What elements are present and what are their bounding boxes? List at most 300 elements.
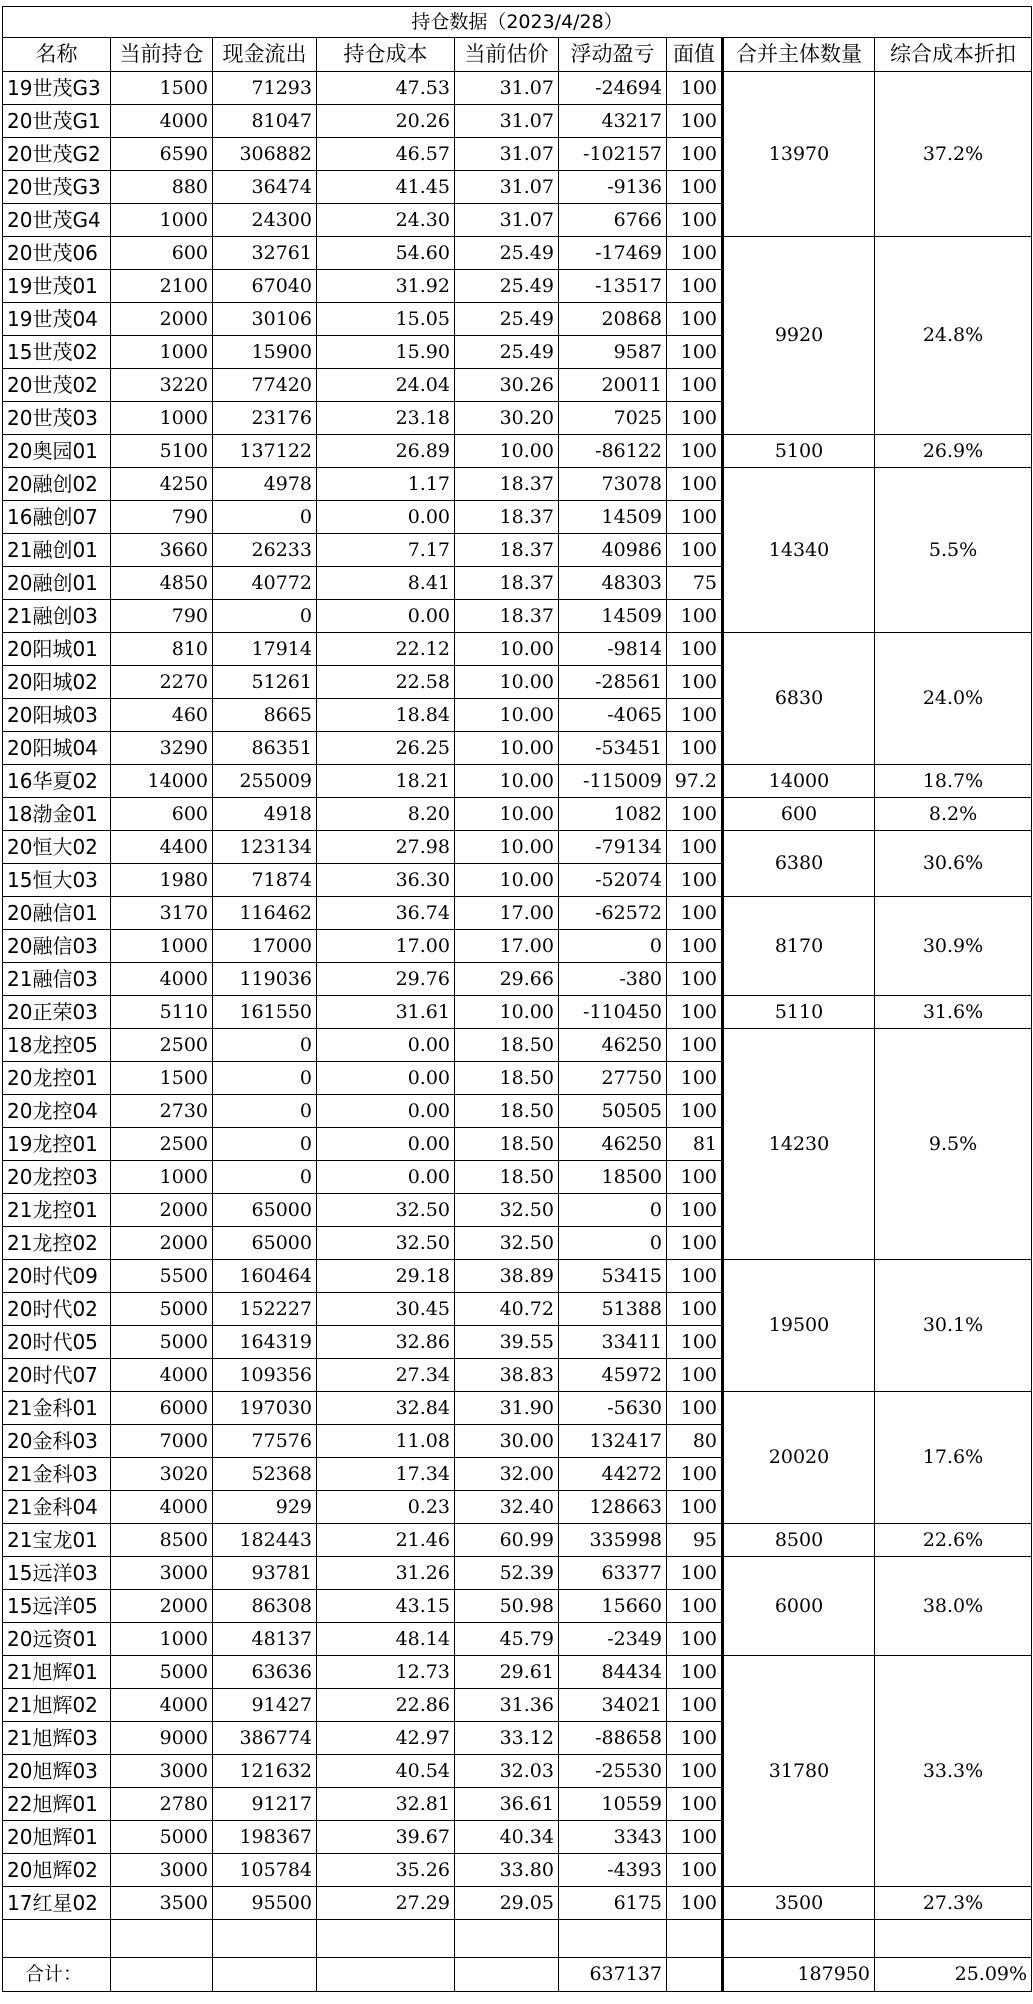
cash-outflow-cell: 86351 xyxy=(213,732,317,765)
current-position-cell: 5000 xyxy=(111,1293,213,1326)
bond-name-cell: 16华夏02 xyxy=(3,765,111,798)
current-valuation-cell: 50.98 xyxy=(455,1590,559,1623)
bond-name-cell: 15恒大03 xyxy=(3,864,111,897)
cash-outflow-cell: 109356 xyxy=(213,1359,317,1392)
face-value-cell: 100 xyxy=(667,1656,723,1689)
floating-pnl-cell: 51388 xyxy=(559,1293,667,1326)
current-valuation-cell: 38.89 xyxy=(455,1260,559,1293)
floating-pnl-cell: 50505 xyxy=(559,1095,667,1128)
holding-cost-cell: 0.00 xyxy=(317,1062,455,1095)
table-row xyxy=(3,1887,1032,1920)
face-value-cell: 100 xyxy=(667,204,723,237)
current-position-cell: 5100 xyxy=(111,435,213,468)
header-cash-outflow: 现金流出 xyxy=(213,38,317,72)
cash-outflow-cell: 91427 xyxy=(213,1689,317,1722)
total-pnl: 637137 xyxy=(559,1958,667,1992)
bond-name-cell: 20世茂G4 xyxy=(3,204,111,237)
face-value-cell: 100 xyxy=(667,732,723,765)
bond-name-cell: 20龙控04 xyxy=(3,1095,111,1128)
current-valuation-cell: 31.07 xyxy=(455,204,559,237)
header-consolidated-qty: 合并主体数量 xyxy=(723,38,875,72)
bond-name-cell: 20金科03 xyxy=(3,1425,111,1458)
bond-name-cell: 22旭辉01 xyxy=(3,1788,111,1821)
current-valuation-cell: 18.50 xyxy=(455,1062,559,1095)
cost-discount-cell: 17.6% xyxy=(875,1392,1032,1524)
consolidated-qty-cell: 5100 xyxy=(723,435,875,468)
face-value-cell: 100 xyxy=(667,435,723,468)
bond-name-cell: 20龙控03 xyxy=(3,1161,111,1194)
cash-outflow-cell: 123134 xyxy=(213,831,317,864)
current-position-cell: 1980 xyxy=(111,864,213,897)
table-row xyxy=(3,996,1032,1029)
current-position-cell: 3000 xyxy=(111,1755,213,1788)
current-valuation-cell: 38.83 xyxy=(455,1359,559,1392)
cash-outflow-cell: 93781 xyxy=(213,1557,317,1590)
face-value-cell: 100 xyxy=(667,303,723,336)
table-row xyxy=(3,765,1032,798)
current-position-cell: 1000 xyxy=(111,1623,213,1656)
current-valuation-cell: 31.90 xyxy=(455,1392,559,1425)
cash-outflow-cell: 48137 xyxy=(213,1623,317,1656)
floating-pnl-cell: 1082 xyxy=(559,798,667,831)
current-position-cell: 5000 xyxy=(111,1821,213,1854)
holding-cost-cell: 0.00 xyxy=(317,501,455,534)
cash-outflow-cell: 30106 xyxy=(213,303,317,336)
current-valuation-cell: 18.37 xyxy=(455,501,559,534)
cost-discount-cell: 30.6% xyxy=(875,831,1032,897)
bond-name-cell: 20正荣03 xyxy=(3,996,111,1029)
floating-pnl-cell: -62572 xyxy=(559,897,667,930)
holding-cost-cell: 36.30 xyxy=(317,864,455,897)
holding-cost-cell: 27.98 xyxy=(317,831,455,864)
consolidated-qty-cell: 6380 xyxy=(723,831,875,897)
cost-discount-cell: 24.0% xyxy=(875,633,1032,765)
current-valuation-cell: 30.26 xyxy=(455,369,559,402)
floating-pnl-cell: 45972 xyxy=(559,1359,667,1392)
current-valuation-cell: 29.61 xyxy=(455,1656,559,1689)
current-position-cell: 2780 xyxy=(111,1788,213,1821)
holding-cost-cell: 32.50 xyxy=(317,1227,455,1260)
current-position-cell: 1000 xyxy=(111,402,213,435)
holding-cost-cell: 0.00 xyxy=(317,1029,455,1062)
current-valuation-cell: 32.03 xyxy=(455,1755,559,1788)
holding-cost-cell: 22.58 xyxy=(317,666,455,699)
holding-cost-cell: 0.00 xyxy=(317,1128,455,1161)
face-value-cell: 100 xyxy=(667,336,723,369)
face-value-cell: 95 xyxy=(667,1524,723,1557)
cash-outflow-cell: 71874 xyxy=(213,864,317,897)
bond-name-cell: 15世茂02 xyxy=(3,336,111,369)
table-body xyxy=(3,72,1032,1920)
bond-name-cell: 20时代05 xyxy=(3,1326,111,1359)
cash-outflow-cell: 4918 xyxy=(213,798,317,831)
holding-cost-cell: 42.97 xyxy=(317,1722,455,1755)
face-value-cell: 100 xyxy=(667,105,723,138)
bond-name-cell: 20阳城02 xyxy=(3,666,111,699)
floating-pnl-cell: 6175 xyxy=(559,1887,667,1920)
current-valuation-cell: 31.07 xyxy=(455,138,559,171)
holding-cost-cell: 24.04 xyxy=(317,369,455,402)
cash-outflow-cell: 26233 xyxy=(213,534,317,567)
floating-pnl-cell: 48303 xyxy=(559,567,667,600)
current-position-cell: 2100 xyxy=(111,270,213,303)
current-position-cell: 4250 xyxy=(111,468,213,501)
consolidated-qty-cell: 6000 xyxy=(723,1557,875,1656)
table-row xyxy=(3,72,1032,105)
current-valuation-cell: 39.55 xyxy=(455,1326,559,1359)
bond-name-cell: 19世茂01 xyxy=(3,270,111,303)
bond-name-cell: 21龙控02 xyxy=(3,1227,111,1260)
holding-cost-cell: 20.26 xyxy=(317,105,455,138)
face-value-cell: 100 xyxy=(667,1161,723,1194)
current-valuation-cell: 30.20 xyxy=(455,402,559,435)
cash-outflow-cell: 164319 xyxy=(213,1326,317,1359)
header-name: 名称 xyxy=(3,38,111,72)
face-value-cell: 100 xyxy=(667,369,723,402)
current-valuation-cell: 25.49 xyxy=(455,270,559,303)
blank-row xyxy=(3,1920,1032,1958)
bond-name-cell: 19世茂G3 xyxy=(3,72,111,105)
current-valuation-cell: 18.37 xyxy=(455,534,559,567)
bond-name-cell: 20阳城03 xyxy=(3,699,111,732)
current-position-cell: 4000 xyxy=(111,963,213,996)
current-position-cell: 3000 xyxy=(111,1854,213,1887)
current-valuation-cell: 18.50 xyxy=(455,1128,559,1161)
cash-outflow-cell: 86308 xyxy=(213,1590,317,1623)
consolidated-qty-cell: 6830 xyxy=(723,633,875,765)
consolidated-qty-cell: 5110 xyxy=(723,996,875,1029)
current-valuation-cell: 30.00 xyxy=(455,1425,559,1458)
face-value-cell: 100 xyxy=(667,1359,723,1392)
floating-pnl-cell: 0 xyxy=(559,930,667,963)
bond-name-cell: 20时代09 xyxy=(3,1260,111,1293)
bond-name-cell: 20远资01 xyxy=(3,1623,111,1656)
consolidated-qty-cell: 19500 xyxy=(723,1260,875,1392)
face-value-cell: 100 xyxy=(667,402,723,435)
cash-outflow-cell: 929 xyxy=(213,1491,317,1524)
current-valuation-cell: 32.40 xyxy=(455,1491,559,1524)
floating-pnl-cell: -2349 xyxy=(559,1623,667,1656)
current-position-cell: 1500 xyxy=(111,72,213,105)
face-value-cell: 100 xyxy=(667,501,723,534)
cash-outflow-cell: 52368 xyxy=(213,1458,317,1491)
table-row xyxy=(3,1524,1032,1557)
cost-discount-cell: 9.5% xyxy=(875,1029,1032,1260)
floating-pnl-cell: -380 xyxy=(559,963,667,996)
consolidated-qty-cell: 13970 xyxy=(723,72,875,237)
cash-outflow-cell: 77420 xyxy=(213,369,317,402)
cash-outflow-cell: 198367 xyxy=(213,1821,317,1854)
cash-outflow-cell: 71293 xyxy=(213,72,317,105)
holding-cost-cell: 48.14 xyxy=(317,1623,455,1656)
holding-cost-cell: 24.30 xyxy=(317,204,455,237)
holding-cost-cell: 27.34 xyxy=(317,1359,455,1392)
table-row xyxy=(3,435,1032,468)
current-position-cell: 4000 xyxy=(111,1689,213,1722)
current-position-cell: 6000 xyxy=(111,1392,213,1425)
face-value-cell: 100 xyxy=(667,1062,723,1095)
face-value-cell: 100 xyxy=(667,1029,723,1062)
current-position-cell: 3020 xyxy=(111,1458,213,1491)
current-valuation-cell: 29.05 xyxy=(455,1887,559,1920)
current-position-cell: 7000 xyxy=(111,1425,213,1458)
bond-name-cell: 20世茂02 xyxy=(3,369,111,402)
cost-discount-cell: 30.9% xyxy=(875,897,1032,996)
current-valuation-cell: 45.79 xyxy=(455,1623,559,1656)
current-position-cell: 2000 xyxy=(111,1590,213,1623)
current-valuation-cell: 10.00 xyxy=(455,666,559,699)
current-valuation-cell: 40.72 xyxy=(455,1293,559,1326)
face-value-cell: 100 xyxy=(667,1458,723,1491)
consolidated-qty-cell: 8170 xyxy=(723,897,875,996)
floating-pnl-cell: 53415 xyxy=(559,1260,667,1293)
current-valuation-cell: 10.00 xyxy=(455,864,559,897)
holding-cost-cell: 21.46 xyxy=(317,1524,455,1557)
face-value-cell: 100 xyxy=(667,1854,723,1887)
holding-cost-cell: 29.18 xyxy=(317,1260,455,1293)
current-position-cell: 4850 xyxy=(111,567,213,600)
bond-name-cell: 21龙控01 xyxy=(3,1194,111,1227)
current-valuation-cell: 10.00 xyxy=(455,996,559,1029)
current-position-cell: 3500 xyxy=(111,1887,213,1920)
holding-cost-cell: 1.17 xyxy=(317,468,455,501)
cash-outflow-cell: 137122 xyxy=(213,435,317,468)
face-value-cell: 100 xyxy=(667,1392,723,1425)
cash-outflow-cell: 8665 xyxy=(213,699,317,732)
cost-discount-cell: 8.2% xyxy=(875,798,1032,831)
floating-pnl-cell: 73078 xyxy=(559,468,667,501)
current-position-cell: 1000 xyxy=(111,204,213,237)
face-value-cell: 100 xyxy=(667,1821,723,1854)
face-value-cell: 100 xyxy=(667,1623,723,1656)
current-position-cell: 3290 xyxy=(111,732,213,765)
table-row xyxy=(3,897,1032,930)
table-title: 持仓数据（2023/4/28） xyxy=(3,7,1032,38)
current-valuation-cell: 32.50 xyxy=(455,1194,559,1227)
face-value-cell: 100 xyxy=(667,963,723,996)
floating-pnl-cell: -9814 xyxy=(559,633,667,666)
bond-name-cell: 20旭辉01 xyxy=(3,1821,111,1854)
header-current-position: 当前持仓 xyxy=(111,38,213,72)
consolidated-qty-cell: 3500 xyxy=(723,1887,875,1920)
cash-outflow-cell: 152227 xyxy=(213,1293,317,1326)
floating-pnl-cell: 3343 xyxy=(559,1821,667,1854)
cash-outflow-cell: 161550 xyxy=(213,996,317,1029)
cash-outflow-cell: 63636 xyxy=(213,1656,317,1689)
face-value-cell: 100 xyxy=(667,699,723,732)
table-row xyxy=(3,237,1032,270)
face-value-cell: 100 xyxy=(667,1260,723,1293)
cash-outflow-cell: 0 xyxy=(213,1029,317,1062)
cash-outflow-cell: 17914 xyxy=(213,633,317,666)
current-position-cell: 8500 xyxy=(111,1524,213,1557)
cash-outflow-cell: 119036 xyxy=(213,963,317,996)
floating-pnl-cell: -79134 xyxy=(559,831,667,864)
floating-pnl-cell: -4393 xyxy=(559,1854,667,1887)
bond-name-cell: 18渤金01 xyxy=(3,798,111,831)
cash-outflow-cell: 51261 xyxy=(213,666,317,699)
current-position-cell: 810 xyxy=(111,633,213,666)
bond-name-cell: 20阳城01 xyxy=(3,633,111,666)
floating-pnl-cell: -17469 xyxy=(559,237,667,270)
face-value-cell: 100 xyxy=(667,1689,723,1722)
bond-name-cell: 15远洋05 xyxy=(3,1590,111,1623)
holding-cost-cell: 39.67 xyxy=(317,1821,455,1854)
cost-discount-cell: 33.3% xyxy=(875,1656,1032,1887)
table-row xyxy=(3,798,1032,831)
floating-pnl-cell: 84434 xyxy=(559,1656,667,1689)
floating-pnl-cell: 43217 xyxy=(559,105,667,138)
current-valuation-cell: 31.07 xyxy=(455,105,559,138)
current-position-cell: 2500 xyxy=(111,1029,213,1062)
header-cost-discount: 综合成本折扣 xyxy=(875,38,1032,72)
current-position-cell: 9000 xyxy=(111,1722,213,1755)
cash-outflow-cell: 0 xyxy=(213,600,317,633)
bond-name-cell: 21融创01 xyxy=(3,534,111,567)
holding-cost-cell: 31.92 xyxy=(317,270,455,303)
bond-name-cell: 21金科01 xyxy=(3,1392,111,1425)
cash-outflow-cell: 77576 xyxy=(213,1425,317,1458)
header-floating-pnl: 浮动盈亏 xyxy=(559,38,667,72)
holding-cost-cell: 30.45 xyxy=(317,1293,455,1326)
face-value-cell: 100 xyxy=(667,600,723,633)
floating-pnl-cell: -4065 xyxy=(559,699,667,732)
floating-pnl-cell: -5630 xyxy=(559,1392,667,1425)
current-position-cell: 4000 xyxy=(111,1359,213,1392)
bond-name-cell: 18龙控05 xyxy=(3,1029,111,1062)
holding-cost-cell: 46.57 xyxy=(317,138,455,171)
current-valuation-cell: 10.00 xyxy=(455,633,559,666)
current-position-cell: 2000 xyxy=(111,1194,213,1227)
current-valuation-cell: 18.37 xyxy=(455,468,559,501)
face-value-cell: 100 xyxy=(667,270,723,303)
current-valuation-cell: 18.37 xyxy=(455,567,559,600)
cost-discount-cell: 37.2% xyxy=(875,72,1032,237)
holding-cost-cell: 0.00 xyxy=(317,1161,455,1194)
cash-outflow-cell: 160464 xyxy=(213,1260,317,1293)
cash-outflow-cell: 32761 xyxy=(213,237,317,270)
face-value-cell: 100 xyxy=(667,1326,723,1359)
holding-cost-cell: 23.18 xyxy=(317,402,455,435)
cash-outflow-cell: 95500 xyxy=(213,1887,317,1920)
current-valuation-cell: 29.66 xyxy=(455,963,559,996)
cash-outflow-cell: 17000 xyxy=(213,930,317,963)
holding-cost-cell: 17.00 xyxy=(317,930,455,963)
bond-name-cell: 21融创03 xyxy=(3,600,111,633)
floating-pnl-cell: 10559 xyxy=(559,1788,667,1821)
face-value-cell: 100 xyxy=(667,1887,723,1920)
floating-pnl-cell: -24694 xyxy=(559,72,667,105)
bond-name-cell: 21旭辉01 xyxy=(3,1656,111,1689)
floating-pnl-cell: 34021 xyxy=(559,1689,667,1722)
face-value-cell: 100 xyxy=(667,864,723,897)
bond-name-cell: 21金科03 xyxy=(3,1458,111,1491)
bond-name-cell: 17红星02 xyxy=(3,1887,111,1920)
total-cost-discount: 25.09% xyxy=(875,1958,1032,1992)
face-value-cell: 100 xyxy=(667,633,723,666)
holding-cost-cell: 31.61 xyxy=(317,996,455,1029)
face-value-cell: 100 xyxy=(667,237,723,270)
floating-pnl-cell: 18500 xyxy=(559,1161,667,1194)
face-value-cell: 100 xyxy=(667,666,723,699)
face-value-cell: 100 xyxy=(667,1293,723,1326)
face-value-cell: 100 xyxy=(667,996,723,1029)
consolidated-qty-cell: 20020 xyxy=(723,1392,875,1524)
face-value-cell: 100 xyxy=(667,534,723,567)
bond-name-cell: 21融信03 xyxy=(3,963,111,996)
holding-cost-cell: 31.26 xyxy=(317,1557,455,1590)
face-value-cell: 100 xyxy=(667,1788,723,1821)
total-row xyxy=(3,1958,1032,1992)
bond-name-cell: 20世茂06 xyxy=(3,237,111,270)
holding-cost-cell: 8.41 xyxy=(317,567,455,600)
holding-cost-cell: 11.08 xyxy=(317,1425,455,1458)
current-position-cell: 3000 xyxy=(111,1557,213,1590)
bond-name-cell: 20恒大02 xyxy=(3,831,111,864)
holding-cost-cell: 0.00 xyxy=(317,1095,455,1128)
floating-pnl-cell: 6766 xyxy=(559,204,667,237)
cash-outflow-cell: 65000 xyxy=(213,1227,317,1260)
bond-name-cell: 20旭辉03 xyxy=(3,1755,111,1788)
table-row xyxy=(3,1029,1032,1062)
floating-pnl-cell: 132417 xyxy=(559,1425,667,1458)
holding-cost-cell: 0.23 xyxy=(317,1491,455,1524)
holding-cost-cell: 7.17 xyxy=(317,534,455,567)
consolidated-qty-cell: 9920 xyxy=(723,237,875,435)
bond-name-cell: 15远洋03 xyxy=(3,1557,111,1590)
bond-name-cell: 20融信03 xyxy=(3,930,111,963)
cash-outflow-cell: 4978 xyxy=(213,468,317,501)
current-valuation-cell: 25.49 xyxy=(455,237,559,270)
cost-discount-cell: 24.8% xyxy=(875,237,1032,435)
current-valuation-cell: 10.00 xyxy=(455,699,559,732)
current-position-cell: 3660 xyxy=(111,534,213,567)
bond-name-cell: 20旭辉02 xyxy=(3,1854,111,1887)
face-value-cell: 100 xyxy=(667,897,723,930)
face-value-cell: 75 xyxy=(667,567,723,600)
cash-outflow-cell: 91217 xyxy=(213,1788,317,1821)
table-row xyxy=(3,1260,1032,1293)
total-consolidated-qty: 187950 xyxy=(723,1958,875,1992)
bond-name-cell: 16融创07 xyxy=(3,501,111,534)
cost-discount-cell: 27.3% xyxy=(875,1887,1032,1920)
cash-outflow-cell: 67040 xyxy=(213,270,317,303)
floating-pnl-cell: 14509 xyxy=(559,600,667,633)
bond-name-cell: 20融创02 xyxy=(3,468,111,501)
header-holding-cost: 持仓成本 xyxy=(317,38,455,72)
current-valuation-cell: 31.07 xyxy=(455,171,559,204)
floating-pnl-cell: 15660 xyxy=(559,1590,667,1623)
floating-pnl-cell: 7025 xyxy=(559,402,667,435)
cash-outflow-cell: 116462 xyxy=(213,897,317,930)
floating-pnl-cell: -9136 xyxy=(559,171,667,204)
current-position-cell: 4000 xyxy=(111,105,213,138)
cash-outflow-cell: 0 xyxy=(213,1161,317,1194)
holding-cost-cell: 29.76 xyxy=(317,963,455,996)
bond-name-cell: 20世茂03 xyxy=(3,402,111,435)
face-value-cell: 100 xyxy=(667,1194,723,1227)
face-value-cell: 100 xyxy=(667,468,723,501)
bond-name-cell: 20世茂G1 xyxy=(3,105,111,138)
cost-discount-cell: 18.7% xyxy=(875,765,1032,798)
current-position-cell: 600 xyxy=(111,798,213,831)
cash-outflow-cell: 40772 xyxy=(213,567,317,600)
holding-cost-cell: 15.90 xyxy=(317,336,455,369)
current-valuation-cell: 32.50 xyxy=(455,1227,559,1260)
cost-discount-cell: 38.0% xyxy=(875,1557,1032,1656)
current-position-cell: 5500 xyxy=(111,1260,213,1293)
holding-cost-cell: 12.73 xyxy=(317,1656,455,1689)
